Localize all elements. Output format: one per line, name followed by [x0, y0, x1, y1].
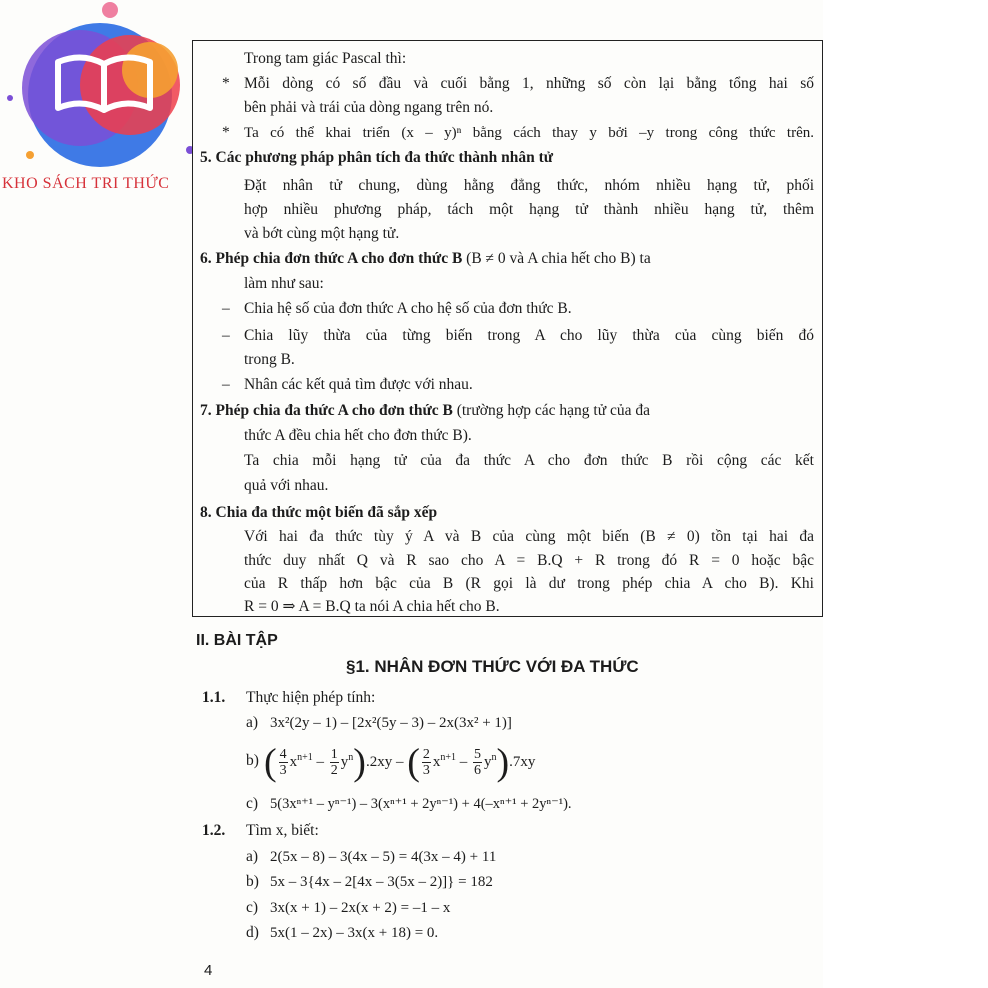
- section-8-line-1: Với hai đa thức tùy ý A và B của cùng một biến (B ≠ 0) tồn tại hai đa: [244, 528, 814, 545]
- section-5-title: 5. Các phương pháp phân tích đa thức thành nhân tử: [200, 149, 554, 166]
- item-label: c): [246, 899, 259, 916]
- item-label: a): [246, 714, 259, 731]
- question-1-2-a: 2(5x – 8) – 3(4x – 5) = 4(3x – 4) + 11: [270, 849, 497, 865]
- question-1-2-text: Tìm x, biết:: [246, 822, 319, 839]
- question-1-1-c: 5(3xⁿ⁺¹ – yⁿ⁻¹) – 3(xⁿ⁺¹ + 2yⁿ⁻¹) + 4(–xⁿ⁺¹ + 2yⁿ⁻¹).: [270, 796, 572, 812]
- section-title: §1. NHÂN ĐƠN THỨC VỚI ĐA THỨC: [346, 657, 639, 676]
- pascal-bullet-1-line-2: bên phải và trái của dòng ngang trên nó.: [244, 99, 494, 116]
- dash: –: [222, 376, 230, 393]
- part-title: II. BÀI TẬP: [196, 632, 278, 649]
- question-1-1-number: 1.1.: [202, 689, 226, 706]
- section-8-line-3: của R thấp hơn bậc của B (R gọi là dư trong phép chia A cho B). Khi: [244, 575, 814, 592]
- pascal-intro: Trong tam giác Pascal thì:: [244, 50, 407, 67]
- section-6-step-2-line-2: trong B.: [244, 351, 295, 368]
- question-1-2-number: 1.2.: [202, 822, 226, 839]
- section-6-title-rest: (B ≠ 0 và A chia hết cho B) ta: [462, 250, 651, 267]
- section-8-title: 8. Chia đa thức một biến đã sắp xếp: [200, 504, 438, 521]
- section-6-step-1: Chia hệ số của đơn thức A cho hệ số của đơn thức B.: [244, 300, 572, 317]
- section-5-line-1: Đặt nhân tử chung, dùng hằng đẳng thức, nhóm nhiều hạng tử, phối: [244, 177, 814, 194]
- section-6-title: 6. Phép chia đơn thức A cho đơn thức B: [200, 250, 463, 267]
- dash: –: [222, 300, 230, 317]
- section-7-title-rest: (trường hợp các hạng tử của đa: [452, 402, 651, 419]
- section-6-step-3: Nhân các kết quả tìm được với nhau.: [244, 376, 473, 393]
- bullet-star: *: [222, 75, 230, 92]
- item-label: d): [246, 924, 259, 941]
- question-1-2-c: 3x(x + 1) – 2x(x + 2) = –1 – x: [270, 900, 451, 916]
- section-7-line-3: Ta chia mỗi hạng tử của đa thức A cho đơn thức B rồi cộng các kết: [244, 452, 814, 469]
- section-7-line-2: thức A đều chia hết cho đơn thức B).: [244, 427, 472, 444]
- pascal-bullet-2: Ta có thể khai triển (x – y)ⁿ bằng cách thay y bởi –y trong công thức trên.: [244, 125, 814, 141]
- question-1-1-b: ( $\frac{4}{3}$ $x^{n+1}$ – $\frac{1}{2}$ $y^n).2xy$ – ( $\frac{2}{3}$ $x^{n+1}$ – $\frac{5}{6}$ $y^n).7xy$: [264, 741, 536, 784]
- item-label: b): [246, 752, 259, 769]
- question-1-2-b: 5x – 3{4x – 2[4x – 3(5x – 2)]} = 182: [270, 874, 493, 890]
- item-label: b): [246, 873, 259, 890]
- question-1-2-d: 5x(1 – 2x) – 3x(x + 18) = 0.: [270, 925, 439, 941]
- section-5-line-2: hợp nhiều phương pháp, tách một hạng tử thành nhiều hạng tử, thêm: [244, 201, 814, 218]
- section-6-title-line: [200, 248, 651, 270]
- section-6-step-2-line-1: Chia lũy thừa của từng biến trong A cho lũy thừa của cùng biến đó: [244, 327, 814, 344]
- brand-name: KHO SÁCH TRI THỨC: [2, 175, 170, 192]
- section-5-line-3: và bớt cùng một hạng tử.: [244, 225, 400, 242]
- question-1-1-a: 3x²(2y – 1) – [2x²(5y – 3) – 2x(3x² + 1)]: [270, 715, 512, 731]
- section-8-line-2: thức duy nhất Q và R sao cho A = B.Q + R trong đó R = 0 hoặc bậc: [244, 552, 814, 569]
- pascal-bullet-1-line-1: Mỗi dòng có số đầu và cuối bằng 1, những số còn lại bằng tổng hai số: [244, 75, 814, 92]
- section-7-title-line: [200, 400, 650, 422]
- page-number: 4: [204, 962, 213, 979]
- item-label: c): [246, 795, 259, 812]
- item-label: a): [246, 848, 259, 865]
- book-logo-icon: [0, 0, 215, 200]
- section-6-line-2: làm như sau:: [244, 275, 324, 292]
- question-1-1-text: Thực hiện phép tính:: [246, 689, 376, 706]
- bullet-star: *: [222, 124, 230, 141]
- dash: –: [222, 327, 230, 344]
- section-7-line-4: quả với nhau.: [244, 477, 329, 494]
- page-margin-shade: [823, 0, 988, 988]
- section-8-line-4: R = 0 ⇒ A = B.Q ta nói A chia hết cho B.: [244, 598, 500, 615]
- section-7-title: 7. Phép chia đa thức A cho đơn thức B: [200, 402, 453, 419]
